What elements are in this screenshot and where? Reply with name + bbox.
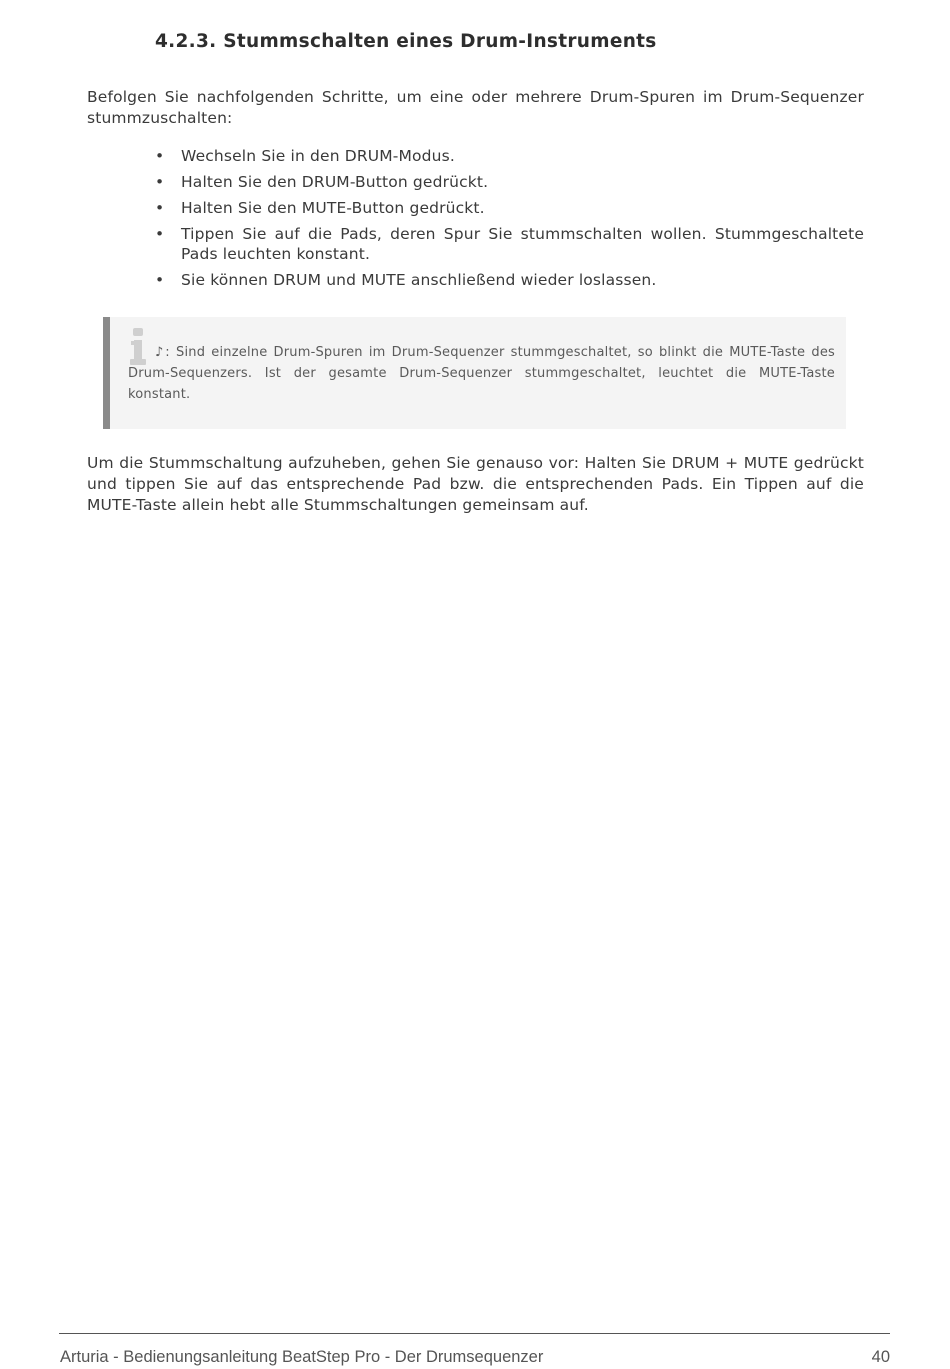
outro-paragraph: Um die Stummschaltung aufzuheben, gehen Sie genauso vor: Halten Sie DRUM + MUTE gedrückt und tippen Sie auf das entsprechende Pad bzw. die entsprechenden Pads. Ein Tippen auf die MUTE-Taste allein hebt alle Stummschaltungen gemeinsam auf. [87, 454, 864, 514]
step-text: Sie können DRUM und MUTE anschließend wieder loslassen. [181, 271, 657, 290]
page-number: 40 [871, 1348, 890, 1366]
list-item [155, 224, 864, 265]
list-item [155, 146, 864, 166]
step-text: Tippen Sie auf die Pads, deren Spur Sie stummschalten wollen. Stummgeschaltete Pads leuchten konstant. [181, 224, 864, 264]
list-item [155, 172, 864, 192]
note-text: ♪: Sind einzelne Drum-Spuren im Drum-Sequenzer stummgeschaltet, so blinkt die MUTE-Taste des Drum-Sequenzers. Ist der gesamte Drum-Sequenzer stummgeschaltet, leuchtet die MUTE-Taste konstant. [128, 345, 835, 402]
list-item [155, 198, 864, 218]
footer-title: Arturia - Bedienungsanleitung BeatStep Pro - Der Drumsequenzer [60, 1348, 544, 1366]
bullet-icon: • [155, 224, 165, 243]
list-item [155, 270, 864, 290]
step-text: Halten Sie den DRUM-Button gedrückt. [181, 172, 489, 191]
bullet-icon: • [155, 198, 165, 217]
footer-divider [59, 1333, 890, 1334]
step-text: Wechseln Sie in den DRUM-Modus. [181, 147, 455, 165]
bullet-icon: • [155, 271, 165, 290]
steps-list [155, 146, 864, 296]
bullet-icon: • [155, 147, 165, 165]
section-heading: 4.2.3. Stummschalten eines Drum-Instruments [155, 31, 657, 52]
info-note [103, 317, 846, 429]
bullet-icon: • [155, 172, 165, 191]
intro-paragraph: Befolgen Sie nachfolgenden Schritte, um eine oder mehrere Drum-Spuren im Drum-Sequenzer stummzuschalten: [87, 88, 864, 127]
step-text: Halten Sie den MUTE-Button gedrückt. [181, 198, 485, 217]
